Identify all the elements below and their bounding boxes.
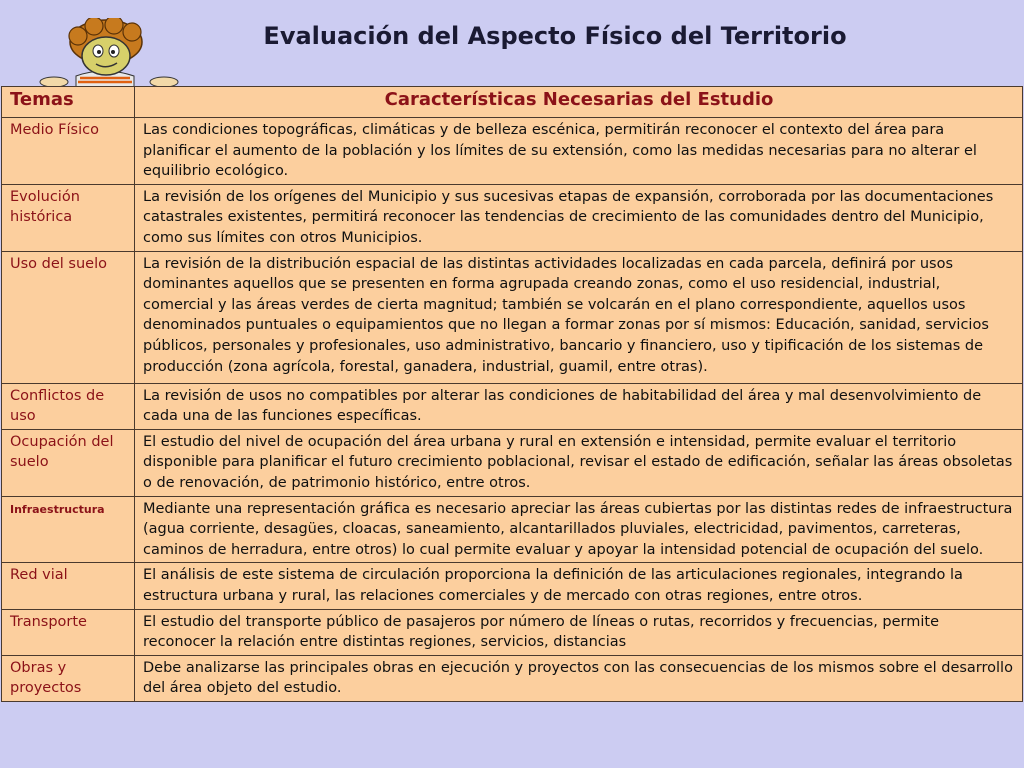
table-row bbox=[2, 655, 1023, 701]
row-description: La revisión de la distribución espacial de las distintas actividades localizadas en cada parcela, definirá por usos dominantes aquellos que se presenten en forma agrupada creando zonas, como el uso residencial, industrial, comercial y las áreas verdes de cierta magnitud; también se volcarán en el plano correspondiente, aquellos usos denominados puntuales o equipamientos que no llegan a formar zonas por sí mismos: Educación, sanidad, servicios públicos, personales y profesionales, uso administrativo, bancario y financiero, uso y tipificación de los sistemas de producción (zona agrícola, forestal, ganadera, industrial, guamil, entre otras). bbox=[135, 251, 1023, 383]
evaluation-table bbox=[1, 86, 1023, 702]
table-row bbox=[2, 609, 1023, 655]
table-row bbox=[2, 429, 1023, 496]
table-row bbox=[2, 563, 1023, 609]
table-row bbox=[2, 496, 1023, 563]
row-description: La revisión de los orígenes del Municipio y sus sucesivas etapas de expansión, corroborada por las documentaciones catastrales existentes, permitirá reconocer las tendencias de crecimiento de las comunidades dentro del Municipio, como sus límites con otros Municipios. bbox=[135, 184, 1023, 251]
row-description: Las condiciones topográficas, climáticas y de belleza escénica, permitirán reconocer el contexto del área para planificar el aumento de la población y los límites de su extensión, como las medidas necesarias para no alterar el equilibrio ecológico. bbox=[135, 118, 1023, 185]
row-topic: Infraestructura bbox=[2, 496, 135, 563]
table-row bbox=[2, 184, 1023, 251]
row-topic: Uso del suelo bbox=[2, 251, 135, 383]
table-row bbox=[2, 383, 1023, 429]
row-description: La revisión de usos no compatibles por alterar las condiciones de habitabilidad del área y mal desenvolvimiento de cada una de las funciones específicas. bbox=[135, 383, 1023, 429]
row-topic: Medio Físico bbox=[2, 118, 135, 185]
row-description: Mediante una representación gráfica es necesario apreciar las áreas cubiertas por las distintas redes de infraestructura (agua corriente, desagües, cloacas, saneamiento, alcantarillados pluviales, electricidad, pavimentos, carreteras, caminos de herradura, entre otros) lo cual permite evaluar y apoyar la intensidad potencial de ocupación del suelo. bbox=[135, 496, 1023, 563]
table-header-row bbox=[2, 87, 1023, 118]
row-topic: Obras y proyectos bbox=[2, 655, 135, 701]
row-description: El estudio del nivel de ocupación del área urbana y rural en extensión e intensidad, permite evaluar el territorio disponible para planificar el futuro crecimiento poblacional, revisar el estado de edificación, señalar las áreas obsoletas o de renovación, de patrimonio histórico, entre otros. bbox=[135, 429, 1023, 496]
slide-title: Evaluación del Aspecto Físico del Territorio bbox=[263, 22, 847, 50]
row-topic: Transporte bbox=[2, 609, 135, 655]
row-description: Debe analizarse las principales obras en ejecución y proyectos con las consecuencias de los mismos sobre el desarrollo del área objeto del estudio. bbox=[135, 655, 1023, 701]
column-header-topics: Temas bbox=[2, 87, 135, 118]
row-topic: Conflictos de uso bbox=[2, 383, 135, 429]
slide-header bbox=[0, 0, 1024, 86]
table-row bbox=[2, 251, 1023, 383]
row-topic: Ocupación del suelo bbox=[2, 429, 135, 496]
table-row bbox=[2, 118, 1023, 185]
column-header-characteristics: Características Necesarias del Estudio bbox=[135, 87, 1023, 118]
row-description: El estudio del transporte público de pasajeros por número de líneas o rutas, recorridos y frecuencias, permite reconocer la relación entre distintas regiones, servicios, distancias bbox=[135, 609, 1023, 655]
row-topic: Red vial bbox=[2, 563, 135, 609]
row-description: El análisis de este sistema de circulación proporciona la definición de las articulaciones regionales, integrando la estructura urbana y rural, las relaciones comerciales y de mercado con otras regiones, entre otros. bbox=[135, 563, 1023, 609]
row-topic: Evolución histórica bbox=[2, 184, 135, 251]
